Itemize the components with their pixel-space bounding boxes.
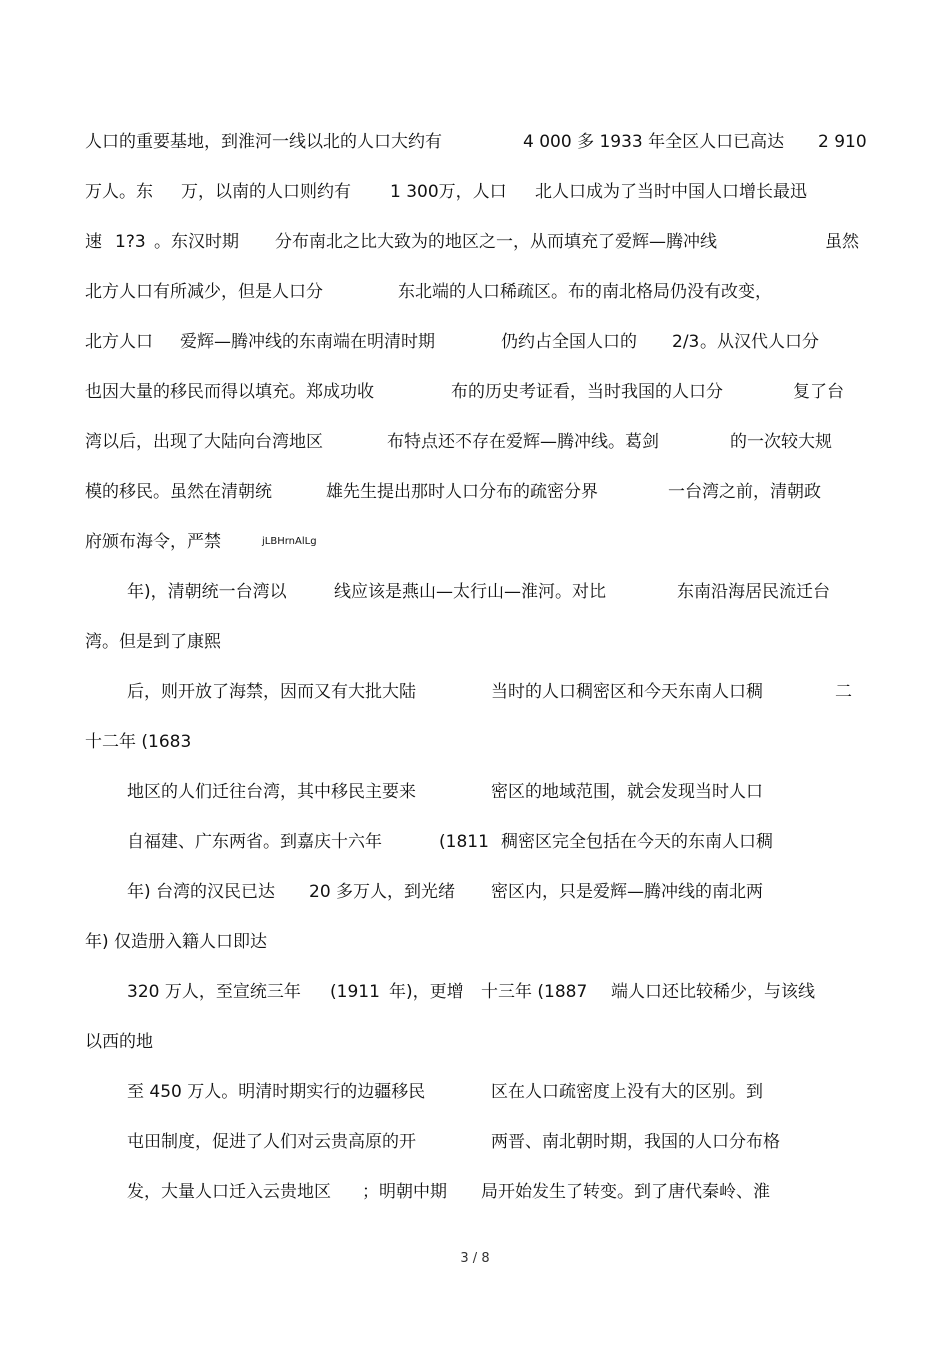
text-line [0, 127, 950, 157]
text-segment: 北人口成为了当时中国人口增长最迅 [535, 182, 807, 202]
text-segment: 十二年 (1683 [85, 732, 192, 752]
text-segment: 十三年 (1887 [481, 982, 588, 1002]
text-segment: 密区的地域范围，就会发现当时人口 [491, 782, 763, 802]
text-segment: jLBHrnAlLg [262, 536, 317, 547]
text-segment: 的一次较大规 [730, 432, 832, 452]
text-line [0, 977, 950, 1007]
text-segment: 端人口还比较稀少，与该线 [611, 982, 815, 1002]
text-line [0, 1027, 950, 1057]
text-segment: 发，大量人口迁入云贵地区 [127, 1182, 331, 1202]
text-line [0, 727, 950, 757]
text-segment: 4 000 多 1933 年全区人口已高达 [523, 132, 785, 152]
text-line [0, 477, 950, 507]
text-segment: 湾。但是到了康熙 [85, 632, 221, 652]
text-segment: 地区的人们迁往台湾，其中移民主要来 [127, 782, 416, 802]
text-line [0, 227, 950, 257]
text-segment: 。从汉代人口分 [700, 332, 819, 352]
text-segment: ；明朝中期 [362, 1182, 447, 1202]
text-line [0, 677, 950, 707]
text-segment: 万人。东 [85, 182, 153, 202]
text-segment: (1911 [330, 982, 380, 1002]
text-segment: 2/3 [672, 332, 700, 352]
text-segment: 自福建、广东两省。到嘉庆十六年 [127, 832, 382, 852]
page-number: 3 / 8 [460, 1251, 490, 1266]
text-segment: 模的移民。虽然在清朝统 [85, 482, 272, 502]
text-segment: 东北端的人口稀疏区。布的南北格局仍没有改变， [398, 282, 772, 302]
text-line [0, 927, 950, 957]
text-segment: 1?3 [115, 232, 146, 252]
text-line [0, 777, 950, 807]
text-segment: 屯田制度，促进了人们对云贵高原的开 [127, 1132, 416, 1152]
text-line [0, 1177, 950, 1207]
text-segment: 局开始发生了转变。到了唐代秦岭、淮 [481, 1182, 770, 1202]
text-segment: 仍约占全国人口的 [501, 332, 637, 352]
text-segment: 东南沿海居民流迁台 [677, 582, 830, 602]
text-segment: 布特点还不存在爱辉—腾冲线。葛剑 [387, 432, 659, 452]
text-segment: 2 910 [818, 132, 867, 152]
text-line [0, 177, 950, 207]
text-segment: 线应该是燕山—太行山—淮河。对比 [334, 582, 606, 602]
text-segment: 至 450 万人。明清时期实行的边疆移民 [127, 1082, 426, 1102]
text-segment: 雄先生提出那时人口分布的疏密分界 [326, 482, 598, 502]
text-segment: 20 多万人，到光绪 [309, 882, 456, 902]
text-segment: 湾以后，出现了大陆向台湾地区 [85, 432, 323, 452]
text-segment: 北方人口 [85, 332, 153, 352]
text-segment: 人口的重要基地，到淮河一线以北的人口大约有 [85, 132, 442, 152]
text-segment: 年) 仅造册入籍人口即达 [85, 932, 268, 952]
text-segment: 复了台 [793, 382, 844, 402]
text-segment: 府颁布海令，严禁 [85, 532, 221, 552]
text-segment: 万，以南的人口则约有 [181, 182, 351, 202]
text-segment: 二 [835, 682, 852, 702]
text-segment: 布的历史考证看，当时我国的人口分 [451, 382, 723, 402]
text-segment: 北方人口有所减少，但是人口分 [85, 282, 323, 302]
text-line [0, 527, 950, 557]
text-line [0, 327, 950, 357]
text-segment: 。东汉时期 [154, 232, 239, 252]
text-segment: 稠密区完全包括在今天的东南人口稠 [501, 832, 773, 852]
text-line [0, 377, 950, 407]
text-line [0, 827, 950, 857]
text-segment: 虽然 [825, 232, 859, 252]
text-segment: 两晋、南北朝时期，我国的人口分布格 [491, 1132, 780, 1152]
text-line [0, 577, 950, 607]
text-segment: 分布南北之比大致为的地区之一，从而填充了爱辉—腾冲线 [275, 232, 717, 252]
text-segment: 320 万人，至宣统三年 [127, 982, 301, 1002]
text-segment: 以西的地 [85, 1032, 153, 1052]
text-line [0, 277, 950, 307]
text-segment: 一台湾之前，清朝政 [668, 482, 821, 502]
text-segment: 当时的人口稠密区和今天东南人口稠 [491, 682, 763, 702]
text-segment: 年) 台湾的汉民已达 [127, 882, 276, 902]
text-line [0, 427, 950, 457]
text-segment: 密区内，只是爱辉—腾冲线的南北两 [491, 882, 763, 902]
text-segment: 年)，更增 [389, 982, 464, 1002]
text-segment: (1811 [439, 832, 489, 852]
text-segment: 区在人口疏密度上没有大的区别。到 [491, 1082, 763, 1102]
text-segment: 速 [85, 232, 102, 252]
text-segment: 爱辉—腾冲线的东南端在明清时期 [180, 332, 435, 352]
text-segment: 后，则开放了海禁，因而又有大批大陆 [127, 682, 416, 702]
text-segment: 也因大量的移民而得以填充。郑成功收 [85, 382, 374, 402]
text-line [0, 877, 950, 907]
text-segment: 年)，清朝统一台湾以 [127, 582, 287, 602]
text-line [0, 627, 950, 657]
text-line [0, 1077, 950, 1107]
text-line [0, 1127, 950, 1157]
text-segment: 1 300万，人口 [390, 182, 507, 202]
